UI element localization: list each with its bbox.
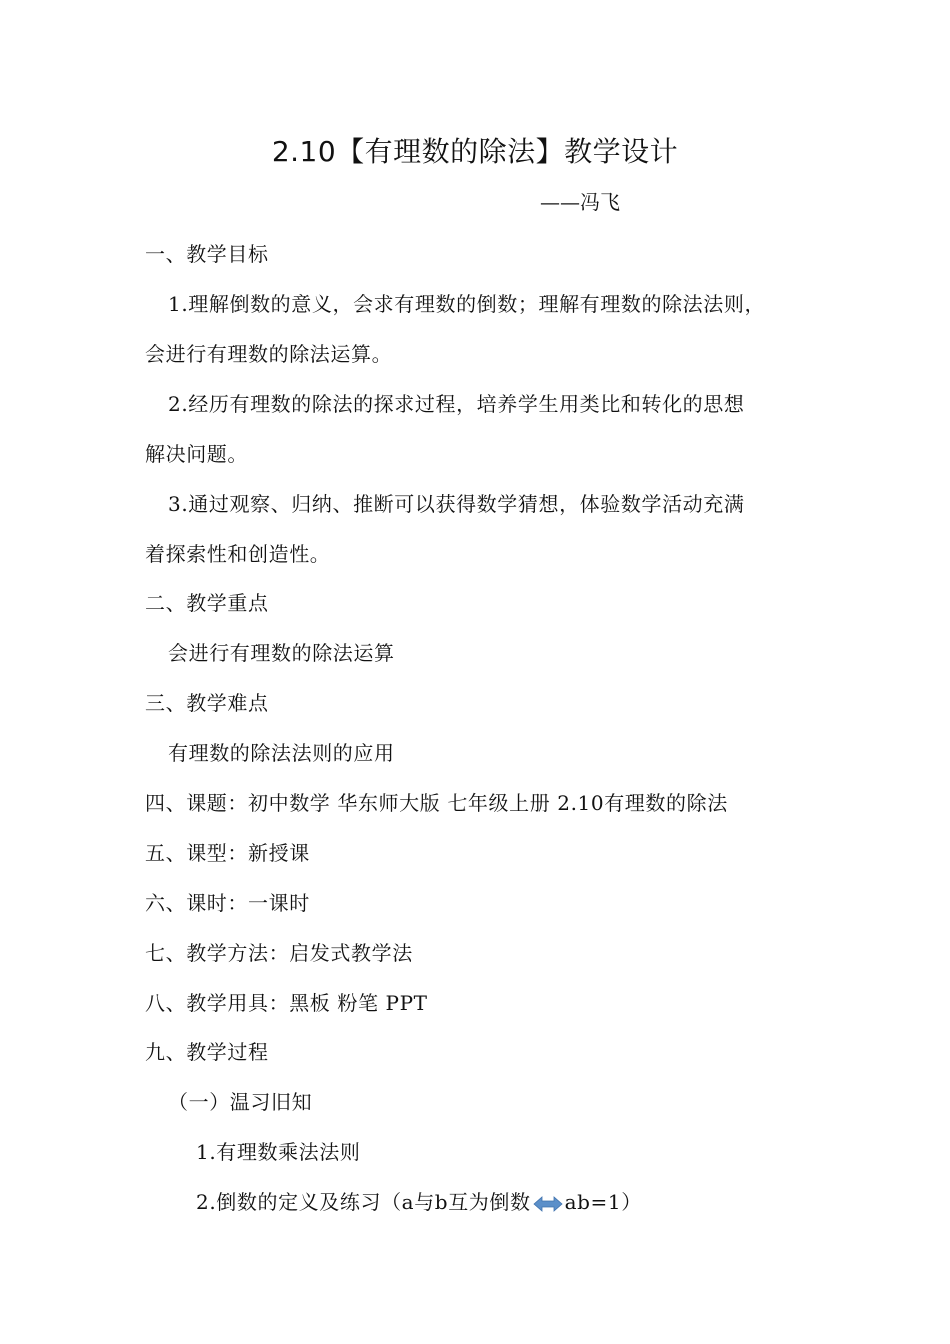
process-step-review: （一）温习旧知 (168, 1090, 313, 1114)
goal-1-line-2: 会进行有理数的除法运算。 (145, 342, 393, 366)
double-arrow-icon (533, 1195, 563, 1213)
key-point-text: 会进行有理数的除法运算 (168, 641, 395, 665)
goal-1-line-1: 1.理解倒数的意义，会求有理数的倒数；理解有理数的除法法则， (168, 292, 766, 316)
teaching-method-line: 七、教学方法：启发式教学法 (145, 941, 413, 965)
section-heading-key-point: 二、教学重点 (145, 591, 269, 615)
document-title: 2.10【有理数的除法】教学设计 (271, 135, 679, 168)
goal-2-line-2: 解决问题。 (145, 442, 248, 466)
section-heading-goals: 一、教学目标 (145, 242, 269, 266)
review-item-2-text-after: ab=1） (564, 1190, 642, 1214)
teaching-tools-line: 八、教学用具：黑板 粉笔 PPT (145, 991, 428, 1015)
review-item-1: 1.有理数乘法法则 (196, 1140, 361, 1164)
goal-3-line-1: 3.通过观察、归纳、推断可以获得数学猜想，体验数学活动充满 (168, 492, 745, 516)
review-item-2 (196, 1186, 642, 1215)
topic-line: 四、课题：初中数学 华东师大版 七年级上册 2.10有理数的除法 (145, 791, 728, 815)
difficulty-text: 有理数的除法法则的应用 (168, 741, 395, 765)
author-line: ——冯飞 (540, 190, 620, 214)
lesson-hours-line: 六、课时：一课时 (145, 891, 310, 915)
goal-2-line-1: 2.经历有理数的除法的探求过程，培养学生用类比和转化的思想 (168, 392, 745, 416)
section-heading-difficulty: 三、教学难点 (145, 691, 269, 715)
lesson-type-line: 五、课型：新授课 (145, 841, 310, 865)
section-heading-process: 九、教学过程 (145, 1040, 269, 1064)
goal-3-line-2: 着探索性和创造性。 (145, 542, 331, 566)
review-item-2-text-before: 2.倒数的定义及练习（a与b互为倒数 (196, 1190, 531, 1214)
